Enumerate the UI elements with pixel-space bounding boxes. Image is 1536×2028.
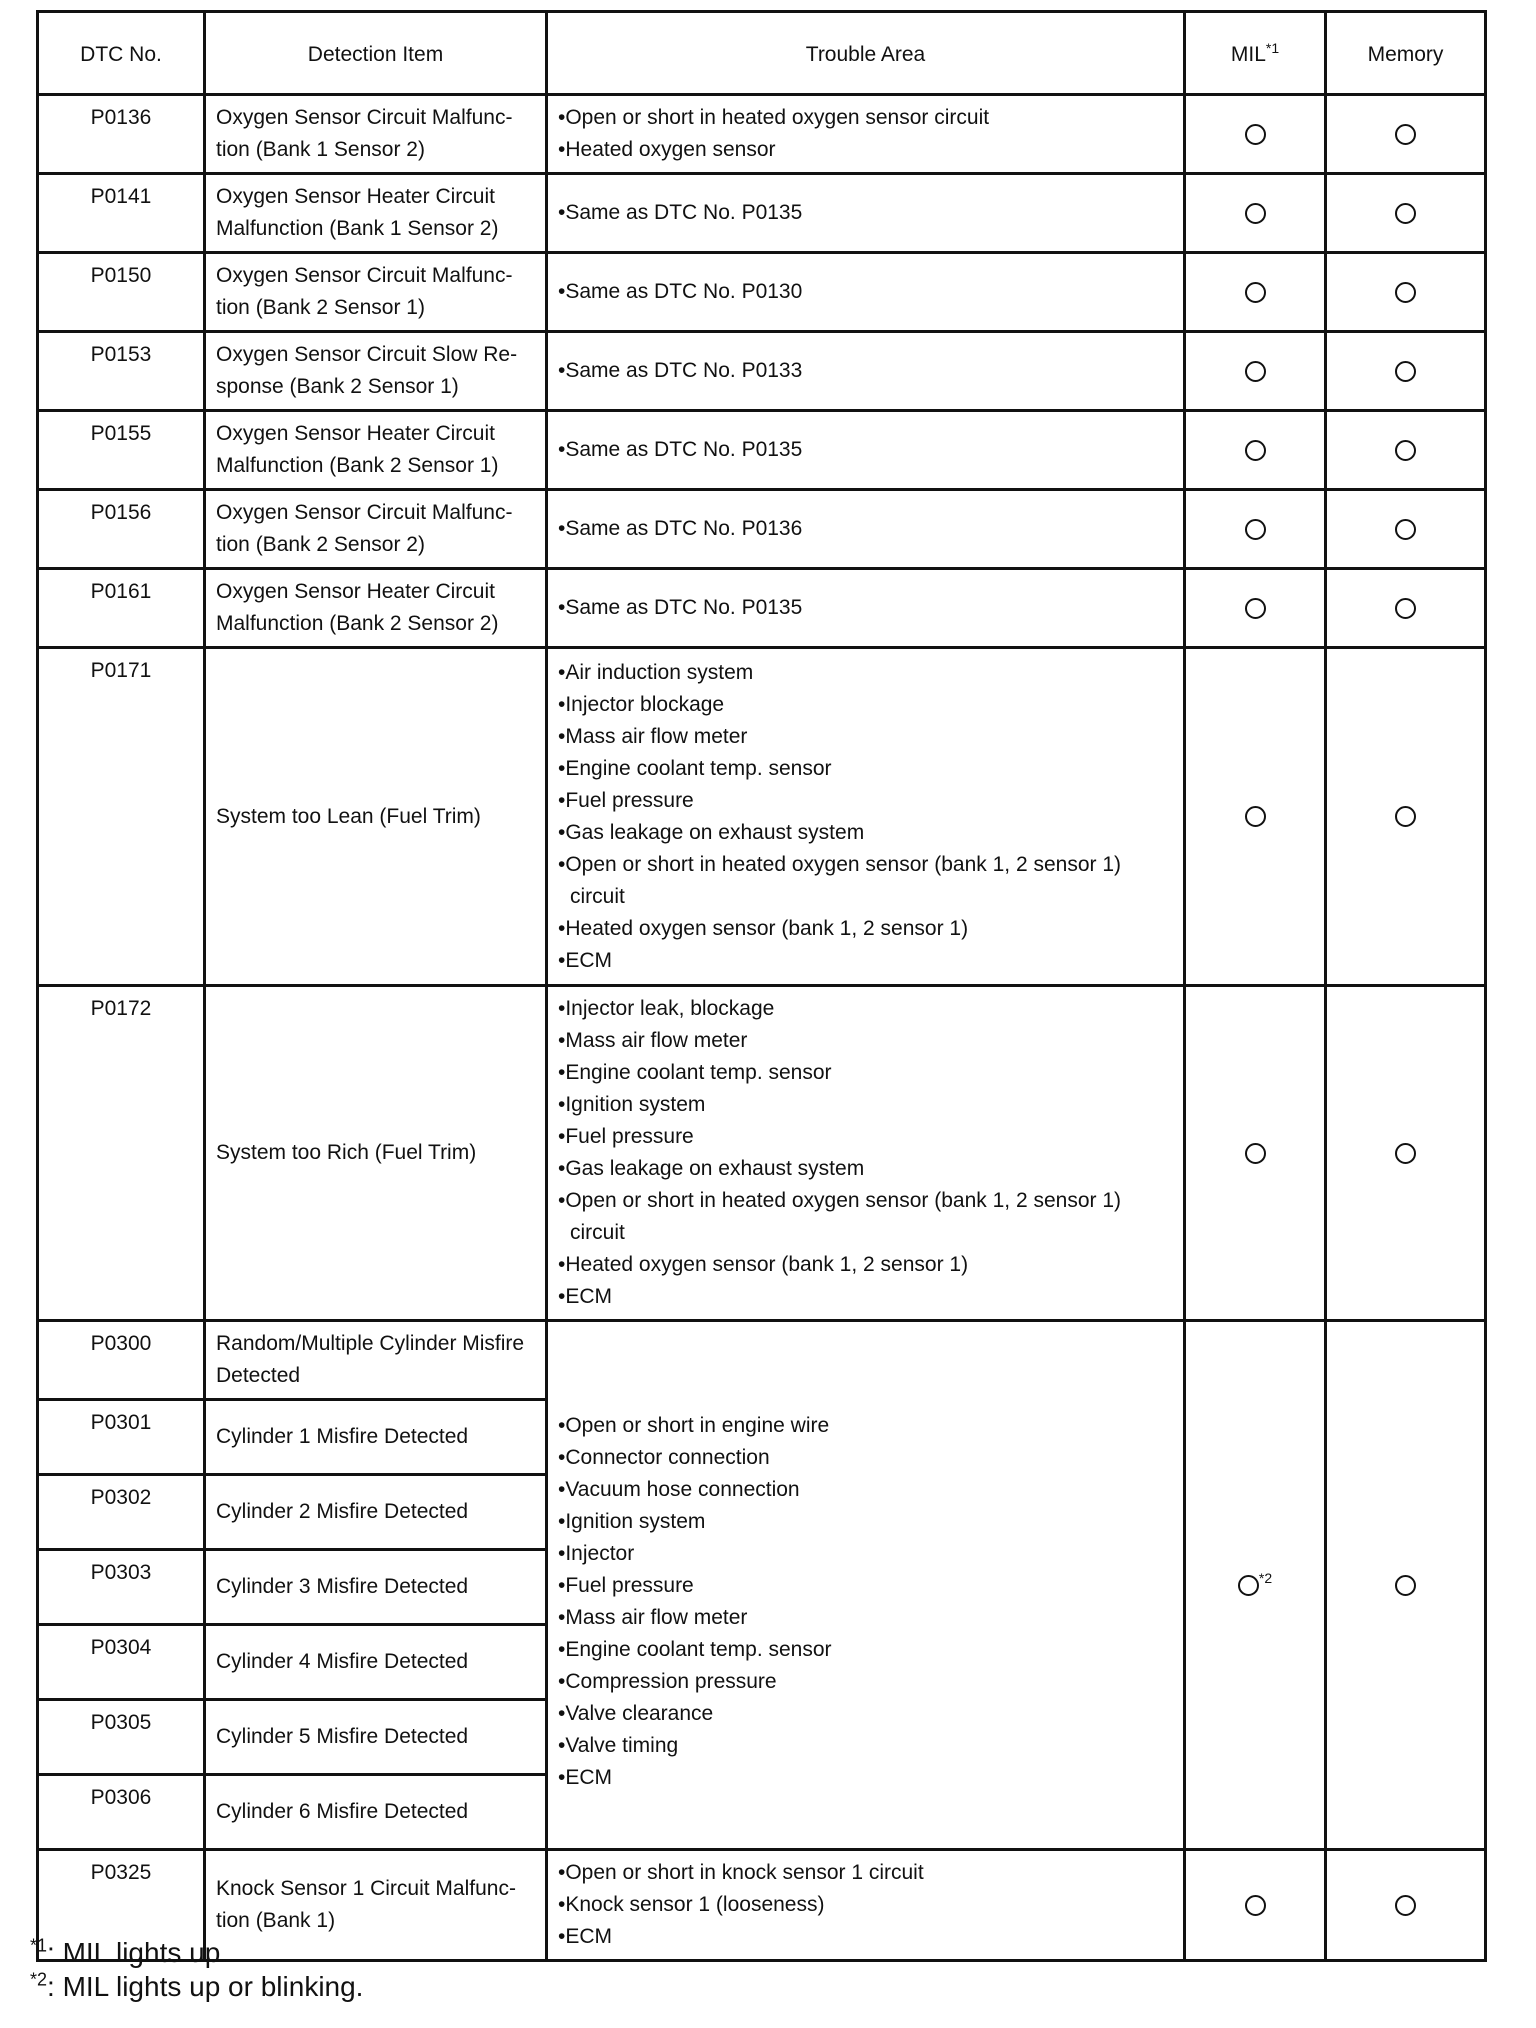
table-row (38, 569, 1486, 648)
trouble-area-cell (547, 490, 1185, 569)
trouble-area-item: •Open or short in knock sensor 1 circuit (558, 1861, 924, 1884)
detection-item-cell-line: Oxygen Sensor Heater Circuit (216, 185, 495, 208)
detection-item-cell (205, 332, 547, 411)
header-mil (1185, 12, 1326, 95)
mil-cell (1185, 411, 1326, 490)
trouble-area-item: •Same as DTC No. P0130 (558, 280, 803, 303)
dtc-code-cell: P0172 (38, 986, 205, 1321)
mil-cell-circle-icon (1245, 1143, 1266, 1164)
mil-cell (1185, 986, 1326, 1321)
trouble-area-item: •Valve timing (558, 1734, 679, 1757)
dtc-code-cell: P0141 (38, 174, 205, 253)
trouble-area-cell (547, 986, 1185, 1321)
trouble-area-item: •Same as DTC No. P0135 (558, 596, 803, 619)
trouble-area-item: •Ignition system (558, 1093, 706, 1116)
detection-item-cell (205, 1775, 547, 1850)
mil-cell-footnote-mark: *2 (1258, 1570, 1273, 1586)
detection-item-cell (205, 1850, 547, 1961)
footnote-2-text: : MIL lights up or blinking. (47, 1971, 364, 2002)
detection-item-cell (205, 1321, 547, 1400)
detection-item-cell (205, 1625, 547, 1700)
header-memory: Memory (1326, 12, 1486, 95)
memory-cell-circle-icon (1395, 203, 1416, 224)
detection-item-cell (205, 411, 547, 490)
table-row (38, 1850, 1486, 1961)
dtc-code-cell: P0325 (38, 1850, 205, 1961)
detection-item-cell-line: Cylinder 3 Misfire Detected (216, 1575, 469, 1598)
detection-item-cell-line: Cylinder 4 Misfire Detected (216, 1650, 469, 1673)
memory-cell-circle-icon (1395, 282, 1416, 303)
trouble-area-item: •ECM (558, 1766, 613, 1789)
table-row (38, 490, 1486, 569)
dtc-code-cell: P0305 (38, 1700, 205, 1775)
detection-item-cell-line: tion (Bank 2 Sensor 2) (216, 533, 425, 556)
footnote-2 (30, 1970, 363, 2004)
memory-cell-circle-icon (1395, 1575, 1416, 1596)
dtc-code-cell: P0156 (38, 490, 205, 569)
trouble-area-item: •Gas leakage on exhaust system (558, 1157, 865, 1180)
dtc-code-cell: P0136 (38, 95, 205, 174)
detection-item-cell (205, 1475, 547, 1550)
trouble-area-item: •Open or short in heated oxygen sensor circuit (558, 106, 990, 129)
detection-item-cell-line: Detected (216, 1364, 301, 1387)
header-detection-item: Detection Item (205, 12, 547, 95)
detection-item-cell-line: Cylinder 6 Misfire Detected (216, 1800, 469, 1823)
dtc-code-cell: P0300 (38, 1321, 205, 1400)
trouble-area-cell (547, 332, 1185, 411)
trouble-area-item: •ECM (558, 948, 613, 972)
detection-item-cell (205, 1700, 547, 1775)
mil-cell (1185, 253, 1326, 332)
trouble-area-item: •Same as DTC No. P0136 (558, 517, 803, 540)
memory-cell (1326, 1850, 1486, 1961)
trouble-area-item: •Injector blockage (558, 692, 725, 716)
detection-item-cell-line: tion (Bank 1 Sensor 2) (216, 138, 425, 161)
trouble-area-item: •Vacuum hose connection (558, 1478, 800, 1501)
trouble-area-cell (547, 1850, 1185, 1961)
trouble-area-item: •Open or short in engine wire (558, 1414, 830, 1437)
memory-cell-circle-icon (1395, 519, 1416, 540)
mil-cell-circle-icon (1238, 1575, 1259, 1596)
memory-cell (1326, 332, 1486, 411)
detection-item-cell-line: Cylinder 2 Misfire Detected (216, 1500, 469, 1523)
trouble-area-item: •Same as DTC No. P0135 (558, 438, 803, 461)
header-dtc-no: DTC No. (38, 12, 205, 95)
mil-cell-circle-icon (1245, 1895, 1266, 1916)
dtc-code-cell: P0306 (38, 1775, 205, 1850)
trouble-area-item: •Mass air flow meter (558, 724, 748, 748)
dtc-code-cell: P0150 (38, 253, 205, 332)
trouble-area-item: •Heated oxygen sensor (558, 138, 776, 161)
memory-cell-circle-icon (1395, 598, 1416, 619)
mil-cell-circle-icon (1245, 361, 1266, 382)
detection-item-cell-line: System too Lean (Fuel Trim) (216, 804, 481, 828)
mil-cell (1185, 569, 1326, 648)
mil-cell-circle-icon (1245, 203, 1266, 224)
header-mil-footnote-mark: *1 (1265, 40, 1280, 56)
memory-cell (1326, 569, 1486, 648)
dtc-table-body (38, 95, 1486, 1961)
memory-cell-circle-icon (1395, 806, 1416, 827)
trouble-area-item: •Same as DTC No. P0133 (558, 359, 803, 382)
table-row (38, 174, 1486, 253)
footnote-1-text: : MIL lights up. (47, 1937, 229, 1968)
memory-cell (1326, 490, 1486, 569)
memory-cell (1326, 411, 1486, 490)
trouble-area-item: •ECM (558, 1285, 613, 1308)
dtc-code-cell: P0153 (38, 332, 205, 411)
trouble-area-cell (547, 648, 1185, 986)
memory-cell-circle-icon (1395, 124, 1416, 145)
trouble-area-continuation: circuit (570, 1221, 625, 1244)
detection-item-cell-line: Random/Multiple Cylinder Misfire (216, 1332, 525, 1355)
table-row (38, 986, 1486, 1321)
memory-cell (1326, 648, 1486, 986)
dtc-table (36, 10, 1487, 1962)
footnote-2-mark: *2 (30, 1969, 48, 1990)
mil-cell-circle-icon (1245, 282, 1266, 303)
detection-item-cell (205, 1550, 547, 1625)
mil-cell-circle-icon (1245, 124, 1266, 145)
trouble-area-item: •Same as DTC No. P0135 (558, 201, 803, 224)
detection-item-cell-line: Oxygen Sensor Heater Circuit (216, 580, 495, 603)
trouble-area-item: •Injector leak, blockage (558, 997, 775, 1020)
trouble-area-cell (547, 1321, 1185, 1850)
detection-item-cell (205, 174, 547, 253)
table-row (38, 1321, 1486, 1400)
footnote-1 (30, 1936, 228, 1970)
trouble-area-cell (547, 174, 1185, 253)
detection-item-cell-line: Cylinder 1 Misfire Detected (216, 1425, 469, 1448)
memory-cell-circle-icon (1395, 440, 1416, 461)
mil-cell-circle-icon (1245, 598, 1266, 619)
trouble-area-item: •ECM (558, 1925, 613, 1948)
detection-item-cell (205, 490, 547, 569)
footnote-1-mark: *1 (30, 1935, 48, 1956)
mil-cell-circle-icon (1245, 440, 1266, 461)
trouble-area-item: •Fuel pressure (558, 1125, 694, 1148)
trouble-area-cell (547, 411, 1185, 490)
dtc-code-cell: P0303 (38, 1550, 205, 1625)
memory-cell (1326, 95, 1486, 174)
detection-item-cell (205, 253, 547, 332)
mil-cell (1185, 332, 1326, 411)
table-header-row (38, 12, 1486, 95)
mil-cell (1185, 648, 1326, 986)
detection-item-cell-line: Malfunction (Bank 2 Sensor 1) (216, 454, 499, 477)
dtc-code-cell: P0171 (38, 648, 205, 986)
detection-item-cell (205, 95, 547, 174)
trouble-area-item: •Open or short in heated oxygen sensor (bank 1, 2 sensor 1) (558, 852, 1122, 876)
trouble-area-item: •Injector (558, 1542, 635, 1565)
trouble-area-continuation: circuit (570, 884, 625, 908)
detection-item-cell-line: Malfunction (Bank 1 Sensor 2) (216, 217, 499, 240)
trouble-area-item: •Engine coolant temp. sensor (558, 1638, 832, 1661)
table-row (38, 648, 1486, 986)
memory-cell (1326, 253, 1486, 332)
dtc-code-cell: P0302 (38, 1475, 205, 1550)
mil-cell (1185, 490, 1326, 569)
trouble-area-cell (547, 569, 1185, 648)
detection-item-cell (205, 569, 547, 648)
trouble-area-item: •Connector connection (558, 1446, 770, 1469)
memory-cell (1326, 174, 1486, 253)
table-row (38, 95, 1486, 174)
dtc-code-cell: P0161 (38, 569, 205, 648)
detection-item-cell-line: sponse (Bank 2 Sensor 1) (216, 375, 459, 398)
detection-item-cell-line: Cylinder 5 Misfire Detected (216, 1725, 469, 1748)
table-row (38, 411, 1486, 490)
detection-item-cell-line: System too Rich (Fuel Trim) (216, 1141, 477, 1164)
trouble-area-item: •Knock sensor 1 (looseness) (558, 1893, 825, 1916)
memory-cell (1326, 986, 1486, 1321)
trouble-area-cell (547, 253, 1185, 332)
detection-item-cell-line: Oxygen Sensor Circuit Malfunc- (216, 501, 513, 524)
dtc-code-cell: P0304 (38, 1625, 205, 1700)
header-trouble-area: Trouble Area (547, 12, 1185, 95)
mil-cell (1185, 95, 1326, 174)
detection-item-cell (205, 1400, 547, 1475)
dtc-code-cell: P0155 (38, 411, 205, 490)
trouble-area-item: •Heated oxygen sensor (bank 1, 2 sensor 1) (558, 1253, 969, 1276)
header-mil-label: MIL (1230, 43, 1266, 66)
trouble-area-item: •Fuel pressure (558, 1574, 694, 1597)
trouble-area-item: •Mass air flow meter (558, 1606, 748, 1629)
detection-item-cell-line: Malfunction (Bank 2 Sensor 2) (216, 612, 499, 635)
dtc-code-cell: P0301 (38, 1400, 205, 1475)
detection-item-cell (205, 648, 547, 986)
table-row (38, 253, 1486, 332)
detection-item-cell-line: Oxygen Sensor Circuit Malfunc- (216, 264, 513, 287)
detection-item-cell-line: Oxygen Sensor Circuit Slow Re- (216, 343, 518, 366)
detection-item-cell (205, 986, 547, 1321)
trouble-area-item: •Mass air flow meter (558, 1029, 748, 1052)
trouble-area-cell (547, 95, 1185, 174)
memory-cell-circle-icon (1395, 1143, 1416, 1164)
trouble-area-item: •Air induction system (558, 660, 754, 684)
mil-cell-circle-icon (1245, 519, 1266, 540)
trouble-area-item: •Ignition system (558, 1510, 706, 1533)
detection-item-cell-line: tion (Bank 1) (216, 1909, 336, 1932)
mil-cell (1185, 174, 1326, 253)
trouble-area-item: •Engine coolant temp. sensor (558, 1061, 832, 1084)
table-row (38, 332, 1486, 411)
trouble-area-item: •Valve clearance (558, 1702, 714, 1725)
detection-item-cell-line: Oxygen Sensor Circuit Malfunc- (216, 106, 513, 129)
trouble-area-item: •Compression pressure (558, 1670, 777, 1693)
trouble-area-item: •Gas leakage on exhaust system (558, 820, 865, 844)
memory-cell-circle-icon (1395, 1895, 1416, 1916)
memory-cell-circle-icon (1395, 361, 1416, 382)
memory-cell (1326, 1321, 1486, 1850)
detection-item-cell-line: Oxygen Sensor Heater Circuit (216, 422, 495, 445)
trouble-area-item: •Fuel pressure (558, 788, 694, 812)
trouble-area-item: •Engine coolant temp. sensor (558, 756, 832, 780)
trouble-area-item: •Open or short in heated oxygen sensor (bank 1, 2 sensor 1) (558, 1189, 1122, 1212)
detection-item-cell-line: tion (Bank 2 Sensor 1) (216, 296, 425, 319)
mil-cell (1185, 1850, 1326, 1961)
detection-item-cell-line: Knock Sensor 1 Circuit Malfunc- (216, 1877, 516, 1900)
trouble-area-item: •Heated oxygen sensor (bank 1, 2 sensor 1) (558, 916, 969, 940)
mil-cell (1185, 1321, 1326, 1850)
mil-cell-circle-icon (1245, 806, 1266, 827)
